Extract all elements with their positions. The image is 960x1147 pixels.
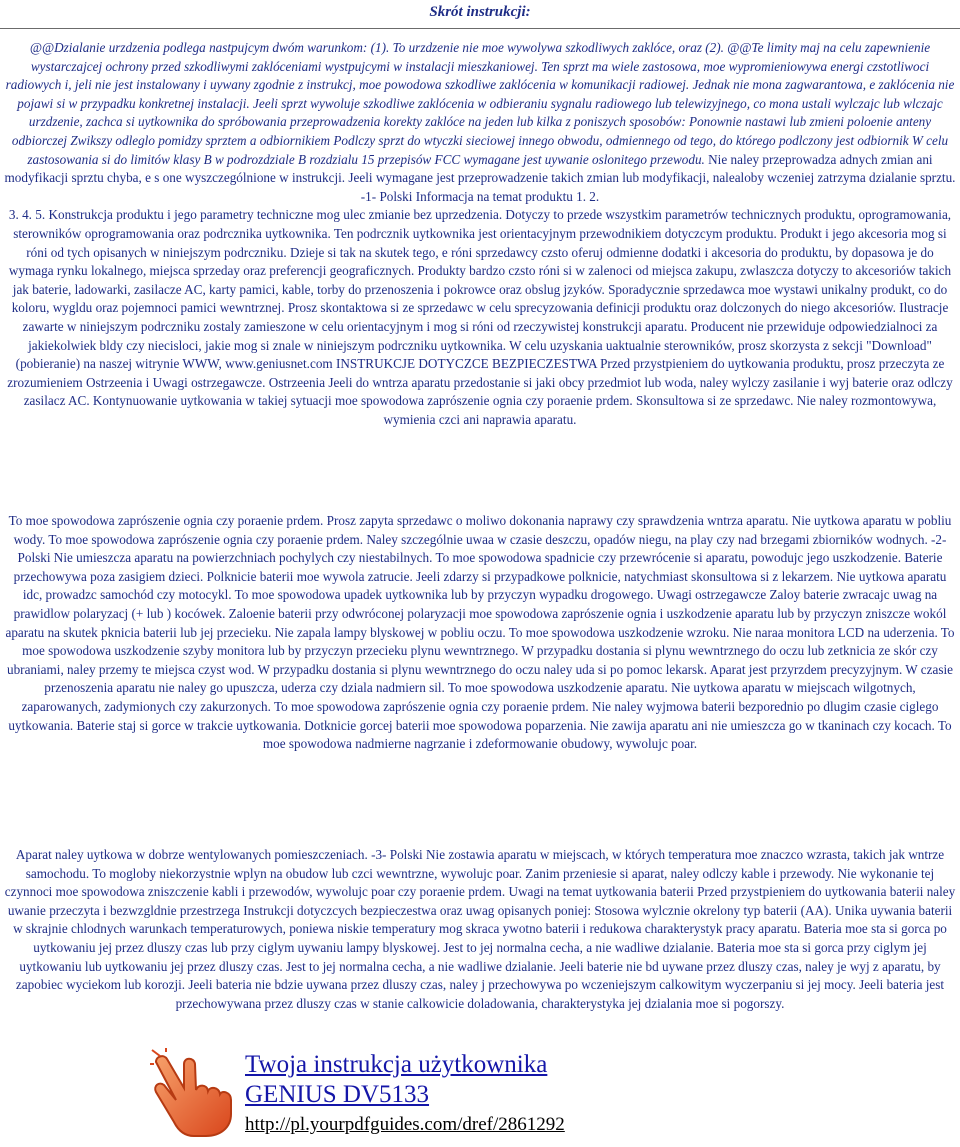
fcc-notice-text: @@Dzialanie urzdzenia podlega nastpujcym dwóm warunkom: (1). To urzdzenie nie moe wywolywa szkodliwych zaklóce, oraz (2). @@Te limity maj na celu zapewnienie wystarczajcej ochrony przed szkodliwymi zaklóceniami wystpujcymi w instalacji mieszkaniowej. Ten sprzt ma wiele zastosowa, moe wypromieniowywa energi czstotliwoci radiowych i, jeli nie jest instalowany i uywany zgodnie z instrukcj, moe powodowa szkodliwe zaklócenia w komunikacji radiowej. Jednak nie mona zagwarantowa, e zaklócenia nie pojawi si w przypadku konkretnej instalacji. Jeeli sprzt wywoluje szkodliwe zaklócenia w odbieraniu sygnalu radiowego lub telewizyjnego, co mona ustali wylczajc lub wlczajc urzdzenie, zachca si uytkownika do spróbowania przeprowadzenia korekty zaklóce na jeden lub kilka z poniszych sposobów: Ponownie nastawi lub zmieni poloenie anteny odbiorczej Zwikszy odleglo pomidzy sprztem a odbiornikiem Podlczy sprzt do wtyczki sieciowej innego obwodu, odmiennego od tego, do którego podlczony jest odbiornik W celu zastosowania si do limitów klasy B w podrozdziale B rozdzialu 15 przepisów FCC wymagane jest uywanie oslonitego przewodu. [5,40,955,167]
footer-links [245,1050,805,1138]
manual-paragraph-1 [3,39,957,429]
product-info-text: 3. 4. 5. Konstrukcja produktu i jego parametry techniczne mog ulec zmianie bez uprzedzenia. Dotyczy to przede wszystkim parametrów technicznych produktu, oprogramowania, sterowników oprogramowania oraz podrcznika uytkownika. Ten podrcznik uytkownika jest orientacyjnym przewodnikiem dotyczcym produktu. Produkt i jego akcesoria mog si róni od tych opisanych w niniejszym podrczniku. Dzieje si tak na skutek tego, e róni sprzedawcy czsto oferuj odmienne dodatki i akcesoria do produktu, by dopasowa je do wymaga rynku lokalnego, miejsca sprzeday oraz preferencji geograficznych. Produkty bardzo czsto róni si w zalenoci od miejsca zakupu, zwlaszcza dotyczy to akcesoriów takich jak baterie, ladowarki, zasilacze AC, karty pamici, kable, torby do przenoszenia i pokrowce oraz obslug jzyków. Sporadycznie sprzedawca moe wystawi unikalny produkt, co do koloru, wygldu oraz pojemnoci pamici wewntrznej. Prosz skontaktowa si ze sprzedawc w celu sprecyzowania definicji produktu oraz dolczonych do niego akcesoriów. Ilustracje zawarte w niniejszym podrczniku zostaly zamieszone w celu orientacyjnym i mog si róni od rzeczywistej konstrukcji aparatu. Producent nie przewiduje odpowiedzialnoci za jakiekolwiek bldy czy niecisloci, jakie mog si znale w niniejszym podrczniku uytkownika. W celu uzyskania uaktualnie sterowników, prosz skorzysta z sekcji "Download" (pobieranie) na naszej witrynie WWW, www.geniusnet.com INSTRUKCJE DOTYCZCE BEZPIECZESTWA Przed przystpieniem do uytkowania produktu, prosz przeczyta ze zrozumieniem Ostrzeenia i Uwagi ostrzegawcze. Ostrzeenia Jeeli do wntrza aparatu przedostanie si jaki obcy przedmiot lub woda, naley wylczy zasilanie i wyj baterie oraz odlczy zasilacz AC. Kontynuowanie uytkowania w takiej sytuacji moe spowodowa zaprószenie ognia czy poraenie prdem. Skonsultowa si ze sprzedawc. Nie naley rozmontowywa, wymienia czci ani naprawia aparatu. [7,207,953,427]
hand-pointer-icon [150,1048,238,1138]
modification-notice-text: Nie naley przeprowadza adnych zmian ani modyfikacji sprztu chyba, e s one wyszczególnione w instrukcji. Jeeli wymagane jest przeprowadzenie takich zmian lub modyfikacji, nalealoby wczeniej zatrzyma dzialanie sprztu. -1- Polski Informacja na temat produktu 1. 2. [4,151,956,204]
manual-paragraph-2: To moe spowodowa zaprószenie ognia czy poraenie prdem. Prosz zapyta sprzedawc o moliwo dokonania naprawy czy sprawdzenia wntrza aparatu. Nie uytkowa aparatu w pobliu wody. To moe spowodowa zaprószenie ognia czy poraenie prdem. Naley szczególnie uwaa w czasie deszczu, opadów niegu, na play czy nad brzegami zbiorników wodnych. -2- Polski Nie umieszcza aparatu na powierzchniach pochylych czy niestabilnych. To moe spowodowa spadnicie czy przewrócenie si aparatu, powodujc jego uszkodzenie. Baterie przechowywa poza zasigiem dzieci. Polknicie baterii moe wywola zatrucie. Jeeli zdarzy si przypadkowe polknicie, natychmiast skonsultowa si z lekarzem. Nie uytkowa aparatu idc, prowadzc samochód czy motocykl. To moe spowodowa upadek uytkownika lub by przyczyn wypadku drogowego. Uwagi ostrzegawcze Zaloy baterie zwracajc uwag na prawidlow polaryzacj (+ lub ) kocówek. Zaloenie baterii przy odwróconej polaryzacji moe spowodowa zaprószenie ognia i uszkodzenie aparatu lub by przyczyn zniszcze wokól aparatu na skutek pknicia baterii lub jej przecieku. Nie zapala lampy blyskowej w pobliu oczu. To moe spowodowa uszkodzenie wzroku. Nie naraa monitora LCD na uderzenia. To moe spowodowa uszkodzenie szyby monitora lub by przyczyn przecieku plynu wewntrznego. W przypadku dostania si plynu wewntrznego do oczu lub zetknicia ze skór czy ubraniami, naley przemy te miejsca czyst wod. W przypadku dostania si plynu wewntrznego do oczu naley uda si po pomoc lekarsk. Aparat jest przyrzdem precyzyjnym. W czasie przenoszenia aparatu nie naley go upuszcza, uderza czy dziala nadmiern sil. To moe spowodowa uszkodzenie aparatu. Nie uytkowa aparatu w miejscach wilgotnych, zaparowanych, zadymionych czy zakurzonych. To moe spowodowa zaprószenie ognia czy poraenie prdem. Nie naley wyjmowa baterii bezporednio po dlugim czasie ciglego uytkowania. Baterie staj si gorce w trakcie uytkowania. Dotknicie gorcej baterii moe spowodowa poparzenia. Nie zawija aparatu ani nie umieszcza go w tkaninach czy kocach. To moe spowodowa nadmierne nagrzanie i zdeformowanie obudowy, wywolujc poar. [5,513,955,752]
manual-paragraph-3: Aparat naley uytkowa w dobrze wentylowanych pomieszczeniach. -3- Polski Nie zostawia aparatu w miejscach, w których temperatura moe znaczco wzrasta, takich jak wntrze samochodu. To mogloby niekorzystnie wplyn na obudow lub czci wewntrzne, wywolujc poar. Zanim przeniesie si aparat, naley odlczy kable i przewody. Nie wykonanie tej czynnoci moe spowodowa zniszczenie kabli i przewodów, wywolujc poar czy poraenie prdem. Uwagi na temat uytkowania baterii Przed przystpieniem do uytkowania baterii naley uwanie przeczyta i bezwzgldnie przestrzega Instrukcji dotyczcych bezpieczestwa oraz uwag opisanych poniej: Stosowa wylcznie okrelony typ baterii (AA). Unika uywania baterii w skrajnie chlodnych warunkach temperaturowych, poniewa niskie temperatury mog skraca ywotno baterii i redukowa charakterystyk pracy aparatu. Bateria moe sta si gorca po uytkowaniu jej przez dluszy czas lub przy ciglym uywaniu lampy blyskowej. Jest to jej normalna cecha, a nie wadliwe dzialanie. Bateria moe sta si gorca przy ciglym jej uytkowaniu lub uytkowaniu jej przez dluszy czas. Jest to jej normalna cecha, a nie wadliwe dzialanie. Jeeli baterie nie bd uywane przez dluszy czas, naley je wyj z aparatu, by zapobiec wyciekom lub korozji. Jeeli bateria nie bdzie uywana przez dluszy czas, naley j przechowywa po wczeniejszym calkowitym wyczerpaniu si jej mocy. Jeeli bateria jest przechowywana przez dluszy czas w stanie calkowicie doladowania, charakterystyka jej dzialania moe si pogorszy. [4,847,956,1011]
manual-title-link[interactable]: Twoja instrukcja użytkownika [245,1051,548,1078]
product-name-link[interactable]: GENIUS DV5133 [245,1081,430,1108]
download-url-link[interactable]: http://pl.yourpdfguides.com/dref/2861292 [245,1114,565,1135]
page-title: Skrót instrukcji: [429,4,531,20]
title-divider [0,28,960,29]
